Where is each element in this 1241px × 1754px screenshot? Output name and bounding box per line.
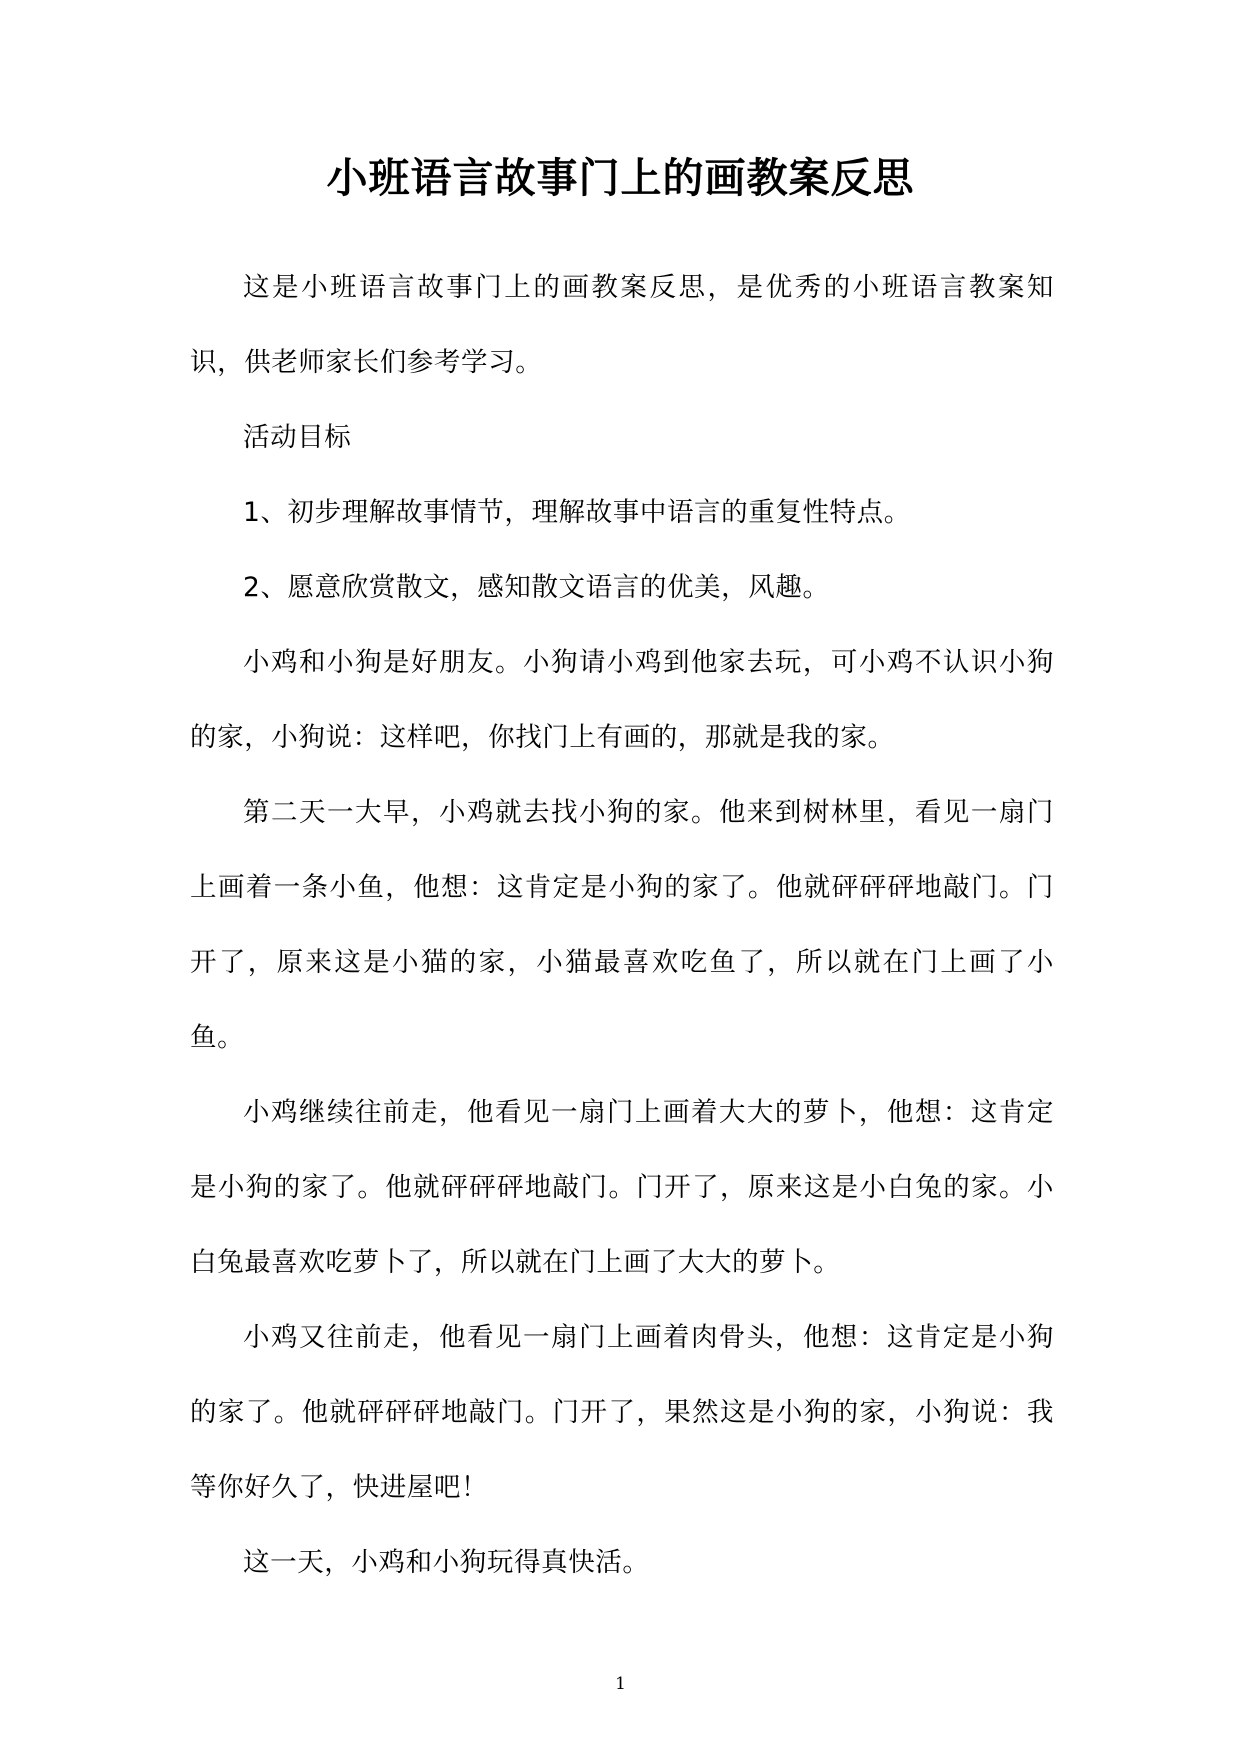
document-title: 小班语言故事门上的画教案反思 <box>326 154 915 202</box>
story-paragraph-3: 小鸡继续往前走，他看见一扇门上画着大大的萝卜，他想：这肯定是小狗的家了。他就砰砰砰地敲门。门开了，原来这是小白兔的家。小白兔最喜欢吃萝卜了，所以就在门上画了大大的萝卜。 <box>190 1097 1054 1278</box>
story-paragraph-2: 第二天一大早，小鸡就去找小狗的家。他来到树林里，看见一扇门上画着一条小鱼，他想：这肯定是小狗的家了。他就砰砰砰地敲门。门开了，原来这是小猫的家，小猫最喜欢吃鱼了，所以就在门上画了小鱼。 <box>190 797 1054 1053</box>
goal-item-2: 2、愿意欣赏散文，感知散文语言的优美，风趣。 <box>243 572 830 603</box>
document-body <box>190 250 1054 1600</box>
story-paragraph-1: 小鸡和小狗是好朋友。小狗请小鸡到他家去玩，可小鸡不认识小狗的家，小狗说：这样吧，你找门上有画的，那就是我的家。 <box>190 647 1054 753</box>
intro-paragraph: 这是小班语言故事门上的画教案反思，是优秀的小班语言教案知识，供老师家长们参考学习。 <box>190 272 1054 378</box>
story-paragraph-4: 小鸡又往前走，他看见一扇门上画着肉骨头，他想：这肯定是小狗的家了。他就砰砰砰地敲门。门开了，果然这是小狗的家，小狗说：我等你好久了，快进屋吧！ <box>190 1322 1054 1503</box>
section-heading-goals: 活动目标 <box>243 422 352 453</box>
page-number: 1 <box>615 1674 626 1694</box>
story-paragraph-5: 这一天，小鸡和小狗玩得真快活。 <box>243 1547 650 1578</box>
goal-item-1: 1、初步理解故事情节，理解故事中语言的重复性特点。 <box>243 497 911 528</box>
